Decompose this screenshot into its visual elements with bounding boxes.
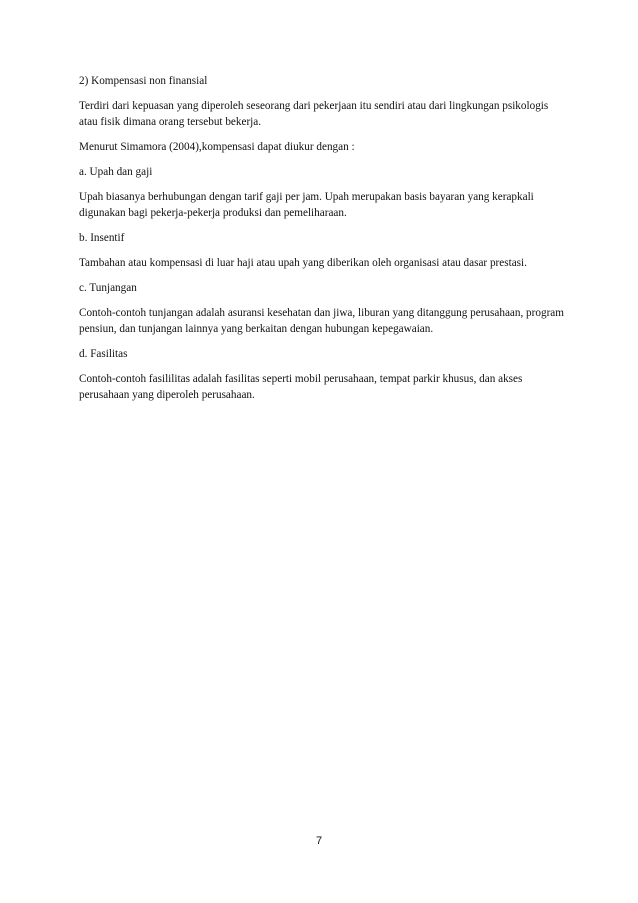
item-label-upah-gaji: a. Upah dan gaji [79, 166, 153, 178]
simamora-paragraph: Menurut Simamora (2004),kompensasi dapat diukur dengan : [79, 141, 355, 153]
section-heading: 2) Kompensasi non finansial [79, 75, 208, 87]
item-text-fasilitas: Contoh-contoh fasililitas adalah fasilitas seperti mobil perusahaan, tempat parkir khusus, dan akses perusahaan yang diperoleh perusahaan. [79, 373, 523, 401]
item-label-tunjangan: c. Tunjangan [79, 282, 137, 294]
document-body [79, 73, 564, 412]
item-text-insentif: Tambahan atau kompensasi di luar haji atau upah yang diberikan oleh organisasi atau dasar prestasi. [79, 257, 527, 269]
item-text-upah-gaji: Upah biasanya berhubungan dengan tarif gaji per jam. Upah merupakan basis bayaran yang kerapkali digunakan bagi pekerja-pekerja produksi dan pemeliharaan. [79, 191, 534, 219]
item-text-tunjangan: Contoh-contoh tunjangan adalah asuransi kesehatan dan jiwa, liburan yang ditanggung perusahaan, program pensiun, dan tunjangan lainnya yang berkaitan dengan hubungan kepegawaian. [79, 307, 564, 335]
item-label-insentif: b. Insentif [79, 232, 125, 244]
page-number: 7 [315, 835, 323, 847]
item-label-fasilitas: d. Fasilitas [79, 348, 128, 360]
intro-paragraph: Terdiri dari kepuasan yang diperoleh seseorang dari pekerjaan itu sendiri atau dari lingkungan psikologis atau fisik dimana orang tersebut bekerja. [79, 100, 549, 128]
